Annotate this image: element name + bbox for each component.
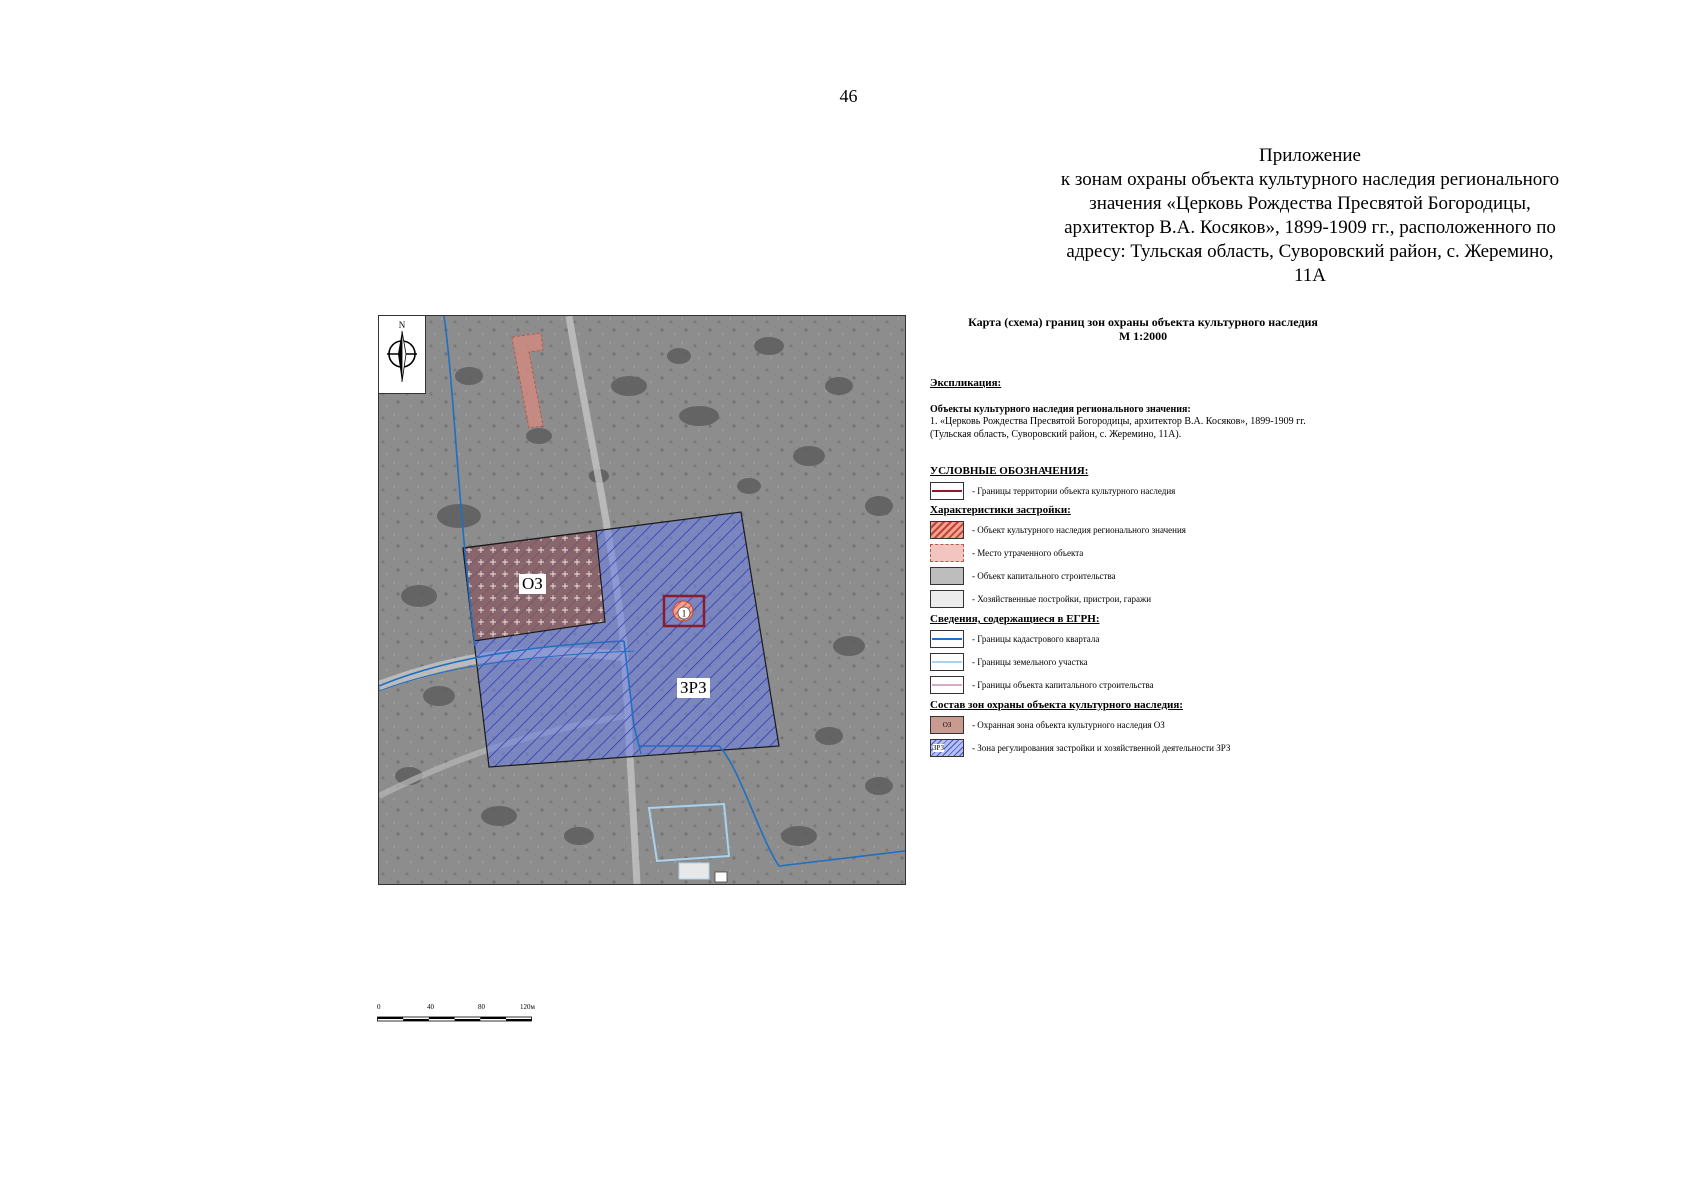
lost-object-swatch [930, 544, 964, 562]
legend-label: - Объект культурного наследия регионального значения [972, 525, 1186, 535]
capital-border-swatch [930, 676, 964, 694]
legend-label: - Охранная зона объекта культурного наследия ОЗ [972, 720, 1165, 730]
symbols-heading: УСЛОВНЫЕ ОБОЗНАЧЕНИЯ: [930, 465, 1089, 477]
scale-tick-label: 120м [520, 1003, 535, 1011]
legend-row-capital-border [930, 674, 1154, 696]
legend-label: - Границы земельного участка [972, 657, 1088, 667]
zrz-swatch [930, 739, 964, 757]
oz-zone-label: ОЗ [519, 574, 546, 594]
land-plot-swatch [930, 653, 964, 671]
appendix-line: архитектор В.А. Косяков», 1899-1909 гг., расположенного по [1064, 217, 1556, 238]
zones-heading: Состав зон охраны объекта культурного наследия: [930, 699, 1183, 711]
legend-row-land-plot [930, 651, 1088, 673]
oz-swatch [930, 716, 964, 734]
oz-swatch-label: ОЗ [942, 721, 952, 729]
legend-row-territory [930, 480, 1175, 502]
map-frame[interactable] [378, 315, 906, 885]
legend-row-capital [930, 565, 1116, 587]
appendix-line: адресу: Тульская область, Суворовский район, с. Жеремино, [1066, 241, 1554, 262]
legend-row-heritage [930, 519, 1186, 541]
scale-tick-label: 0 [377, 1003, 381, 1011]
legend-label: - Место утраченного объекта [972, 548, 1084, 558]
zrz-zone-label: ЗРЗ [677, 678, 710, 698]
appendix-line: 11А [1293, 265, 1327, 286]
legend-label: - Хозяйственные постройки, пристрои, гаражи [972, 594, 1152, 604]
legend-label: - Зона регулирования застройки и хозяйственной деятельности ЗРЗ [972, 743, 1231, 753]
legend-title-line: Карта (схема) границ зон охраны объекта культурного наследия [968, 315, 1318, 329]
appendix-header [1040, 144, 1580, 288]
legend-label: - Объект капитального строительства [972, 571, 1116, 581]
svg-text:N: N [398, 320, 406, 330]
page-number: 46 [839, 86, 858, 106]
satellite-map [379, 316, 905, 884]
scale-tick-label: 40 [427, 1003, 434, 1011]
building-heading: Характеристики застройки: [930, 504, 1071, 516]
legend-row-lost [930, 542, 1083, 564]
legend-row-outbuildings [930, 588, 1151, 610]
objects-heading: Объекты культурного наследия регионального значения: [930, 404, 1191, 415]
scale-bar [377, 1003, 537, 1033]
north-arrow [378, 315, 426, 394]
legend-label: - Границы территории объекта культурного наследия [972, 486, 1176, 496]
cadastral-swatch [930, 630, 964, 648]
egrn-heading: Сведения, содержащиеся в ЕГРН: [930, 613, 1100, 625]
appendix-line: к зонам охраны объекта культурного наследия регионального [1060, 169, 1560, 190]
object-line-2: (Тульская область, Суворовский район, с. Жеремино, 11А). [930, 429, 1182, 440]
outbuildings-swatch [930, 590, 964, 608]
appendix-line: значения «Церковь Рождества Пресвятой Богородицы, [1089, 193, 1531, 214]
north-arrow-icon [379, 316, 425, 393]
legend-label: - Границы кадастрового квартала [972, 634, 1100, 644]
heritage-swatch [930, 521, 964, 539]
explication-heading: Экспликация: [930, 377, 1002, 389]
object-line-1: 1. «Церковь Рождества Пресвятой Богородицы, архитектор В.А. Косяков», 1899-1909 гг. [930, 416, 1306, 427]
legend-scale-line: М 1:2000 [1118, 329, 1168, 343]
territory-swatch [930, 482, 964, 500]
legend-row-zrz [930, 737, 1230, 759]
capital-object-swatch [930, 567, 964, 585]
object-marker-number: 1 [681, 608, 687, 619]
legend-title [928, 315, 1358, 343]
appendix-line: Приложение [1259, 145, 1361, 166]
legend-label: - Границы объекта капитального строительства [972, 680, 1154, 690]
legend-row-cadastral [930, 628, 1099, 650]
scale-tick-label: 80 [478, 1003, 485, 1011]
scale-bar-graphic [377, 1015, 537, 1025]
zrz-swatch-label: ЗРЗ [933, 744, 944, 752]
legend-row-oz [930, 714, 1165, 736]
